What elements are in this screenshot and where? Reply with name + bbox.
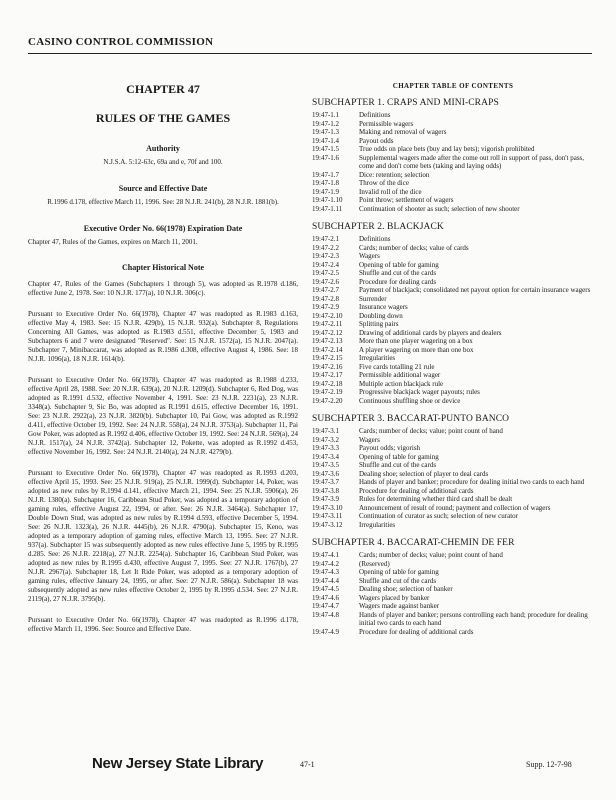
toc-entry [312,397,594,406]
section-number: 19:47-4.5 [312,585,340,593]
section-title: Multiple action blackjack rule [359,379,444,388]
chapter-number: CHAPTER 47 [126,82,200,96]
section-title: Continuation of shooter as such; selection of new shooter [359,204,520,213]
toc-entry [312,487,594,496]
section-title: Irregularities [359,354,396,362]
section-number: 19:47-2.3 [312,252,340,260]
toc-entry [312,261,594,270]
toc-entry [312,128,594,137]
toc-entry [312,363,594,372]
toc-entry [312,512,594,521]
section-title: Cards; number of decks; value; point count of hand [359,427,503,435]
section-number: 19:47-1.5 [312,145,340,153]
section-title: Payout odds; vigorish [359,444,421,452]
toc-entry [312,551,594,560]
section-number: 19:47-2.12 [312,328,343,337]
section-number: 19:47-1.4 [312,136,340,145]
toc-body [312,98,594,636]
section-title: Drawing of additional cards by players and dealers [359,328,502,337]
subchapter-section-list [312,111,594,213]
toc-entry [312,504,594,513]
section-number: 19:47-4.2 [312,559,340,568]
section-title: Cards; number of decks; value of cards [359,243,469,252]
section-title: Dice: retention; selection [359,170,430,179]
section-number: 19:47-1.3 [312,128,340,136]
section-number: 19:47-2.1 [312,235,340,243]
toc-entry [312,577,594,586]
authority-text: N.J.S.A. 5:12-63c, 69a and e, 70f and 100. [103,158,223,166]
authority-heading: Authority [146,144,180,153]
section-number: 19:47-3.8 [312,486,340,495]
toc-entry [312,205,594,214]
section-number: 19:47-3.11 [312,512,343,520]
chapter-title: RULES OF THE GAMES [95,111,231,125]
section-title: Opening of table for gaming [359,452,439,461]
section-number: 19:47-2.4 [312,260,340,269]
section-number: 19:47-3.2 [312,435,340,444]
section-number: 19:47-3.1 [312,427,340,435]
section-title: A player wagering on more than one box [359,345,474,354]
toc-entry [312,329,594,338]
section-title: Hands of player and banker; procedure for dealing initial two cards to each hand [359,478,585,486]
section-title: Irregularities [359,520,396,529]
toc-entry [312,312,594,321]
section-title: Wagers [359,435,380,444]
section-title: Surrender [359,294,387,303]
section-number: 19:47-2.9 [312,303,340,311]
toc-entry [312,585,594,594]
toc-entry [312,388,594,397]
section-number: 19:47-3.9 [312,495,340,503]
section-title: Shuffle and cut of the cards [359,576,437,585]
toc-entry [312,295,594,304]
section-number: 19:47-2.20 [312,396,343,405]
section-number: 19:47-3.12 [312,520,343,529]
section-title: Making and removal of wagers [359,128,447,136]
toc-entry [312,235,594,244]
section-number: 19:47-3.6 [312,469,340,478]
subchapter-section-list [312,427,594,529]
toc-entry [312,137,594,146]
toc-entry [312,478,594,487]
section-number: 19:47-4.7 [312,602,340,610]
section-title: Wagers [359,252,380,260]
historical-note-paragraph: Pursuant to Executive Order No. 66(1978), Chapter 47 was readopted as R.1983 d.163, effective May 4, 1983. See: 15 N.J.R. 429(b), 15 N.J.R. 932(a). Subchapter 8, Regulations Concerning All Games, was adopted as R.1983 d.551, effective December 5, 1983 and Subchapters 6 and 7 were designated "Reserved". See: 15 N.J.R. 1572(a), 15 N.J.R. 2047(a). Subchapter 7, Minibaccarat, was adopted as R.1986 d.308, effective August 4, 1986. See: 18 N.J.R. 1096(a), 18 N.J.R. 1614(b). [28,310,298,363]
toc-entry [312,461,594,470]
toc-entry [312,120,594,129]
section-number: 19:47-1.6 [312,153,340,162]
toc-entry [312,111,594,120]
section-number: 19:47-2.5 [312,269,340,277]
section-number: 19:47-2.10 [312,311,343,320]
subchapter-title: SUBCHAPTER 2. BLACKJACK [312,222,444,232]
section-number: 19:47-2.7 [312,286,340,294]
subchapter-section-list [312,551,594,636]
toc-entry [312,303,594,312]
historical-note-paragraph: Pursuant to Executive Order No. 66(1978), Chapter 47 was readopted as R.1993 d.203, effective April 15, 1993. See: 25 N.J.R. 919(a), 25 N.J.R. 1999(d). Subchapter 14, Poker, was adopted as new rules by R.1994 d.141, effective March 21, 1994. See: 25 N.J.R. 5906(a), 26 N.J.R. 1380(a). Subchapter 16, Caribbean Stud Poker, was adopted as a temporary adoption of gaming rules, effective August 22, 1994, or after. See: 26 N.J.R. 3464(a). Subchapter 17, Double Down Stud, was adopted as new rules by R.1994 d.593, effective December 5, 1994. See: 26 N.J.R. 1323(a), 26 N.J.R. 4445(b), 26 N.J.R. 4790(a). Subchapter 15, Keno, was adopted as a temporary adoption of gaming rules, effective March 13, 1995. See: 27 N.J.R. 937(a). Subchapter 15 was subsequently adopted as new rules effective June 5, 1995 by R.1995 d.285. See: 26 N.J.R. 2218(a), 27 N.J.R. 2254(a). Subchapter 16, Caribbean Stud Poker, was adopted as new rules by R.1995 d.430, effective August 7, 1995. See: 27 N.J.R. 1767(b), 27 N.J.R. 2967(a). Subchapter 18, Let It Ride Poker, was adopted as a temporary adoption of gaming rules, effective January 24, 1995, or after. See: 27 N.J.R. 586(a). Subchapter 18 was subsequently adopted as new rules effective October 2, 1995 by R.1995 d.534. See: 27 N.J.R. 2119(a), 27 N.J.R. 3795(b). [28,469,298,603]
toc-entry [312,602,594,611]
section-title: Opening of table for gaming [359,260,439,269]
section-number: 19:47-2.13 [312,337,343,345]
section-number: 19:47-2.8 [312,294,340,303]
section-number: 19:47-2.16 [312,362,343,371]
section-number: 19:47-1.1 [312,111,340,119]
section-number: 19:47-2.14 [312,345,343,354]
section-title: Hands of player and banker; persons controlling each hand; procedure for dealing initial two cards to each hand [359,610,588,627]
toc-entry [312,320,594,329]
section-number: 19:47-4.9 [312,627,340,636]
subchapter-title: SUBCHAPTER 4. BACCARAT-CHEMIN DE FER [312,538,515,548]
running-header: CASINO CONTROL COMMISSION [28,36,214,48]
section-number: 19:47-2.17 [312,371,343,379]
section-number: 19:47-3.10 [312,503,343,512]
section-title: Shuffle and cut of the cards [359,461,437,469]
section-title: Throw of the dice [359,179,409,187]
subchapter-title: SUBCHAPTER 1. CRAPS AND MINI-CRAPS [312,98,499,108]
section-title: Opening of table for gaming [359,568,439,576]
section-number: 19:47-4.1 [312,551,340,559]
section-number: 19:47-1.9 [312,187,340,196]
toc-entry [312,286,594,295]
section-number: 19:47-4.4 [312,576,340,585]
section-title: Rules for determining whether third card shall be dealt [359,495,513,503]
toc-entry [312,154,594,171]
section-title: True odds on place bets (buy and lay bets); vigorish prohibited [359,145,535,153]
section-title: Continuation of curator as such; selection of new curator [359,512,519,520]
toc-entry [312,171,594,180]
toc-entry [312,179,594,188]
section-title: Invalid roll of the dice [359,187,422,196]
toc-entry [312,380,594,389]
source-text: R.1996 d.178, effective March 11, 1996. See: 28 N.J.R. 241(b), 28 N.J.R. 1881(b). [47,198,279,206]
section-title: (Reserved) [359,559,390,568]
toc-entry [312,594,594,603]
section-title: More than one player wagering on a box [359,337,473,345]
supplement-date: Supp. 12-7-98 [526,760,572,769]
section-number: 19:47-3.3 [312,444,340,452]
toc-entry [312,252,594,261]
section-title: Cards; number of decks; value; point count of hand [359,551,503,559]
toc-entry [312,436,594,445]
subchapter-section-list [312,235,594,405]
section-number: 19:47-3.4 [312,452,340,461]
section-number: 19:47-1.8 [312,179,340,187]
section-title: Splitting pairs [359,320,399,328]
toc-entry [312,346,594,355]
section-number: 19:47-2.15 [312,354,343,362]
section-title: Procedure for dealing of additional cards [359,627,474,636]
section-title: Wagers made against banker [359,602,440,610]
page-number: 47-1 [300,760,315,769]
section-number: 19:47-2.11 [312,320,343,328]
section-number: 19:47-2.18 [312,379,343,388]
toc-entry [312,628,594,637]
header-rule [28,53,592,54]
section-title: Permissible additional wager [359,371,441,379]
toc-title: CHAPTER TABLE OF CONTENTS [392,82,514,90]
section-title: Payment of blackjack; consolidated net payout option for certain insurance wagers [359,286,591,294]
subchapter-title: SUBCHAPTER 3. BACCARAT-PUNTO BANCO [312,414,510,424]
table-of-contents [312,82,594,645]
section-number: 19:47-1.7 [312,170,340,179]
section-title: Five cards totalling 21 rule [359,362,435,371]
toc-entry [312,495,594,504]
toc-entry [312,453,594,462]
toc-entry [312,278,594,287]
toc-entry [312,196,594,205]
section-title: Definitions [359,235,391,243]
section-title: Payout odds [359,136,394,145]
section-title: Point throw; settlement of wagers [359,196,454,204]
expiration-heading: Executive Order No. 66(1978) Expiration Date [83,224,243,233]
section-title: Dealing shoe; selection of banker [359,585,453,593]
section-number: 19:47-4.6 [312,593,340,602]
toc-entry [312,354,594,363]
section-title: Continuous shuffling shoe or device [359,396,461,405]
section-number: 19:47-1.11 [312,204,343,213]
section-number: 19:47-2.6 [312,277,340,286]
historical-note-heading: Chapter Historical Note [121,263,205,272]
section-number: 19:47-4.3 [312,568,340,576]
toc-entry [312,244,594,253]
toc-entry [312,371,594,380]
toc-entry [312,269,594,278]
section-number: 19:47-3.5 [312,461,340,469]
library-stamp: New Jersey State Library [92,755,264,772]
toc-entry [312,444,594,453]
section-title: Supplemental wagers made after the come out roll in support of pass, don't pass, come and don't come bets (taking and laying odds) [359,153,585,170]
historical-note-paragraph: Pursuant to Executive Order No. 66(1978), Chapter 47 was readopted as R.1996 d.178, effective March 11, 1996. See: Source and Effective Date. [28,616,298,633]
section-title: Definitions [359,111,391,119]
toc-entry [312,560,594,569]
section-title: Procedure for dealing cards [359,277,437,286]
section-title: Progressive blackjack wager payouts; rules [359,388,480,396]
toc-entry [312,145,594,154]
section-title: Doubling down [359,311,403,320]
section-number: 19:47-2.19 [312,388,343,396]
toc-entry [312,470,594,479]
toc-entry [312,427,594,436]
historical-note-paragraph: Pursuant to Executive Order No. 66(1978), Chapter 47 was readopted as R.1988 d.233, effective April 28, 1988. See: 20 N.J.R. 639(a), 20 N.J.R. 1209(d). Subchapter 6, Red Dog, was adopted as R.1991 d.532, effective November 4, 1991. See: 23 N.J.R. 2231(a), 23 N.J.R. 3348(a). Subchapter 9, Sic Bo, was adopted as R.1991 d.615, effective December 16, 1991. See: 23 N.J.R. 2922(a), 23 N.J.R. 3820(b). Subchapter 10, Pai Gow, was adopted as R.1992 d.411, effective October 19, 1992. See: 24 N.J.R. 558(a), 24 N.J.R. 3753(a). Subchapter 11, Pai Gow Poker, was adopted as R.1992 d.406, effective October 19, 1992. See: 24 N.J.R. 569(a), 24 N.J.R. 1517(a), 24 N.J.R. 3742(a). Subchapter 12, Pokette, was adopted as R.1992 d.453, effective November 16, 1992. See: 24 N.J.R. 2140(a), 24 N.J.R. 4279(b). [28,376,298,456]
source-heading: Source and Effective Date [118,184,208,193]
section-title: Shuffle and cut of the cards [359,269,437,277]
left-column [28,82,298,634]
expiration-text: Chapter 47, Rules of the Games, expires on March 11, 2001. [28,238,198,246]
toc-entry [312,568,594,577]
toc-entry [312,521,594,530]
toc-entry [312,188,594,197]
toc-entry [312,337,594,346]
toc-entry [312,611,594,628]
section-number: 19:47-2.2 [312,243,340,252]
section-number: 19:47-3.7 [312,478,340,486]
section-number: 19:47-1.10 [312,196,343,204]
section-title: Wagers placed by banker [359,593,430,602]
section-title: Permissible wagers [359,119,414,128]
section-number: 19:47-4.8 [312,610,340,619]
section-title: Procedure for dealing of additional cards [359,486,474,495]
section-title: Announcement of result of round; payment and collection of wagers [359,503,551,512]
section-title: Dealing shoe; selection of player to deal cards [359,469,489,478]
section-number: 19:47-1.2 [312,119,340,128]
historical-note-paragraph: Chapter 47, Rules of the Games (Subchapters 1 through 5), was adopted as R.1978 d.186, effective June 2, 1978. See: 10 N.J.R. 177(a), 10 N.J.R. 306(c). [28,280,298,297]
section-title: Insurance wagers [359,303,408,311]
